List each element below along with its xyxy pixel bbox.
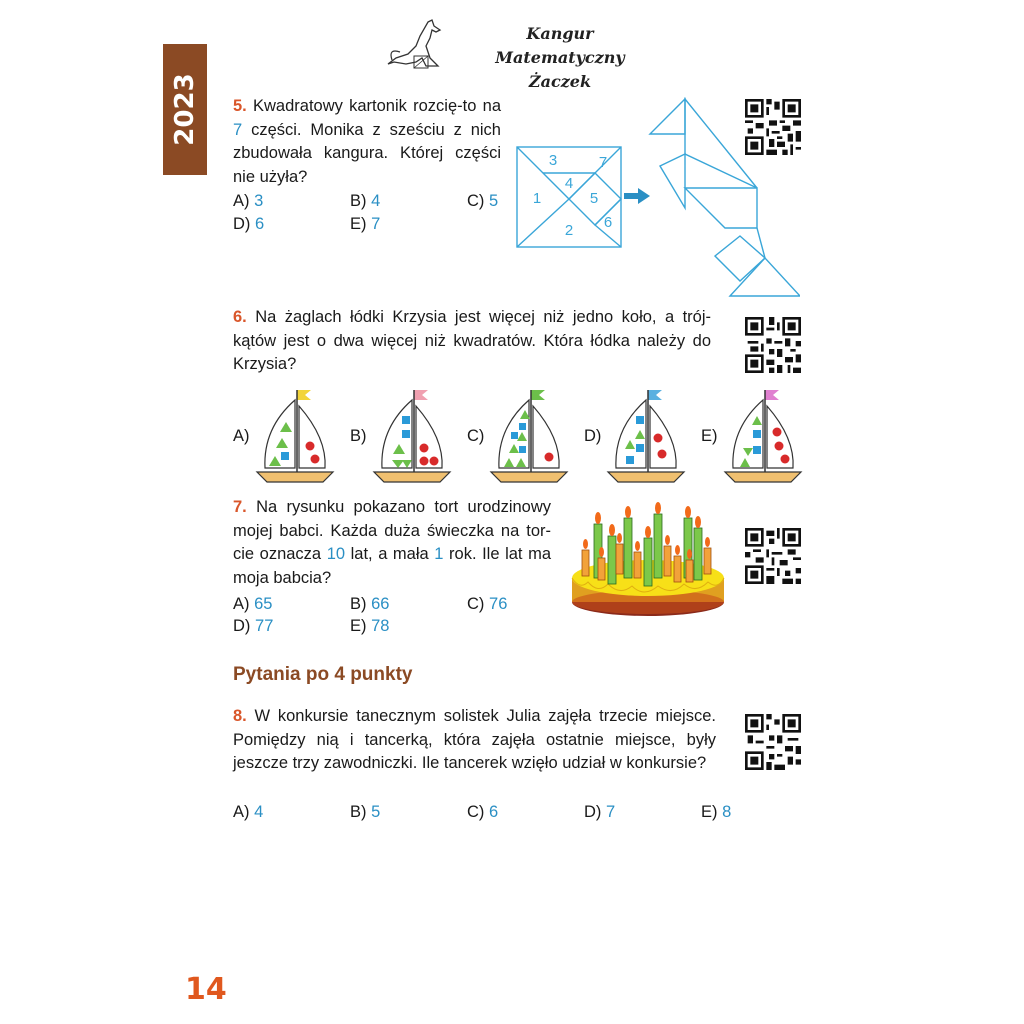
- sailboat-a-image[interactable]: [255, 388, 335, 486]
- question-7-text: [233, 496, 551, 590]
- sailboat-d-image[interactable]: [606, 388, 686, 486]
- question-text-part: Na rysunku pokazano tort urodzinowy mojej babci. Każda duża świeczka na tor-cie oznacza: [233, 498, 552, 563]
- header-title: [460, 22, 660, 94]
- answer-option-e[interactable]: E) 7: [350, 215, 381, 233]
- tangram-label: 1: [532, 190, 542, 207]
- question-highlight-value: 10: [326, 545, 346, 563]
- answer-option-b[interactable]: B) 66: [350, 595, 390, 613]
- question-number: 7.: [233, 498, 247, 516]
- answer-option-b[interactable]: B) 5: [350, 803, 381, 821]
- question-text-part: Kwadratowy kartonik rozcię-to na: [253, 97, 501, 115]
- answer-option-d[interactable]: D) 6: [233, 215, 265, 233]
- question-6-text: [233, 306, 711, 377]
- answer-option-a[interactable]: A) 65: [233, 595, 273, 613]
- question-number: 6.: [233, 308, 247, 326]
- tangram-label: 5: [589, 190, 599, 207]
- answer-option-a[interactable]: A) 4: [233, 803, 264, 821]
- year-tab: [163, 44, 207, 175]
- question-text-part: Na żaglach łódki Krzysia jest więcej niż jedno koło, a trój-kątów jest o dwa więcej niż kwadratów. Która łódka należy do Krzysia?: [233, 308, 711, 373]
- sailboat-c-image[interactable]: [489, 388, 569, 486]
- boat-option-a-label[interactable]: A): [233, 427, 250, 445]
- question-text-part: W konkursie tanecznym solistek Julia zajęła trzecie miejsce. Pomiędzy nią i tancerką, która zajęła ostatnie miejsce, były jeszcze trzy zawodniczki. Ile tancerek wzięło udział w konkursie?: [233, 707, 716, 772]
- tangram-label: 4: [564, 175, 574, 192]
- answer-option-c[interactable]: C) 6: [467, 803, 499, 821]
- sailboat-e-image[interactable]: [723, 388, 803, 486]
- answer-option-e[interactable]: E) 78: [350, 617, 390, 635]
- tangram-square-diagram: [515, 145, 625, 250]
- sailboat-b-image[interactable]: [372, 388, 452, 486]
- tangram-label: 6: [603, 214, 613, 231]
- boat-option-d-label[interactable]: D): [584, 427, 602, 445]
- header-title-line2: Żaczek: [528, 72, 592, 91]
- boat-option-b-label[interactable]: B): [350, 427, 367, 445]
- question-text-part: rok. Ile lat ma moja babcia?: [233, 545, 551, 587]
- question-number: 5.: [233, 97, 247, 115]
- qr-code-icon: [745, 528, 801, 584]
- kangaroo-tangram-diagram: [645, 96, 800, 298]
- answer-option-c[interactable]: C) 76: [467, 595, 508, 613]
- question-number: 8.: [233, 707, 247, 725]
- question-5-text: [233, 95, 501, 189]
- question-highlight-value: 7: [233, 120, 243, 139]
- boat-option-e-label[interactable]: E): [701, 427, 718, 445]
- answer-option-b[interactable]: B) 4: [350, 192, 381, 210]
- year-label: 2023: [170, 73, 200, 146]
- question-text-part: części. Monika z sześciu z nich zbudowała kangura. Której części nie użyła?: [233, 120, 501, 186]
- page-number: 14: [185, 972, 227, 1007]
- header-title-line1: Kangur Matematyczny: [495, 24, 625, 67]
- answer-option-d[interactable]: D) 7: [584, 803, 616, 821]
- question-8-text: [233, 705, 716, 776]
- boat-option-c-label[interactable]: C): [467, 427, 485, 445]
- answer-option-a[interactable]: A) 3: [233, 192, 264, 210]
- tangram-label: 3: [548, 152, 558, 169]
- qr-code-icon: [745, 317, 801, 373]
- question-text-part: lat, a mała: [345, 545, 435, 563]
- answer-option-c[interactable]: C) 5: [467, 192, 499, 210]
- tangram-label: 2: [564, 222, 574, 239]
- section-title: Pytania po 4 punkty: [233, 664, 413, 685]
- qr-code-icon: [745, 714, 801, 770]
- kangaroo-logo-icon: [386, 18, 450, 72]
- question-highlight-value: 1: [434, 545, 444, 563]
- birthday-cake-image: [568, 498, 728, 622]
- answer-option-d[interactable]: D) 77: [233, 617, 274, 635]
- answer-option-e[interactable]: E) 8: [701, 803, 732, 821]
- tangram-label: 7: [598, 154, 608, 171]
